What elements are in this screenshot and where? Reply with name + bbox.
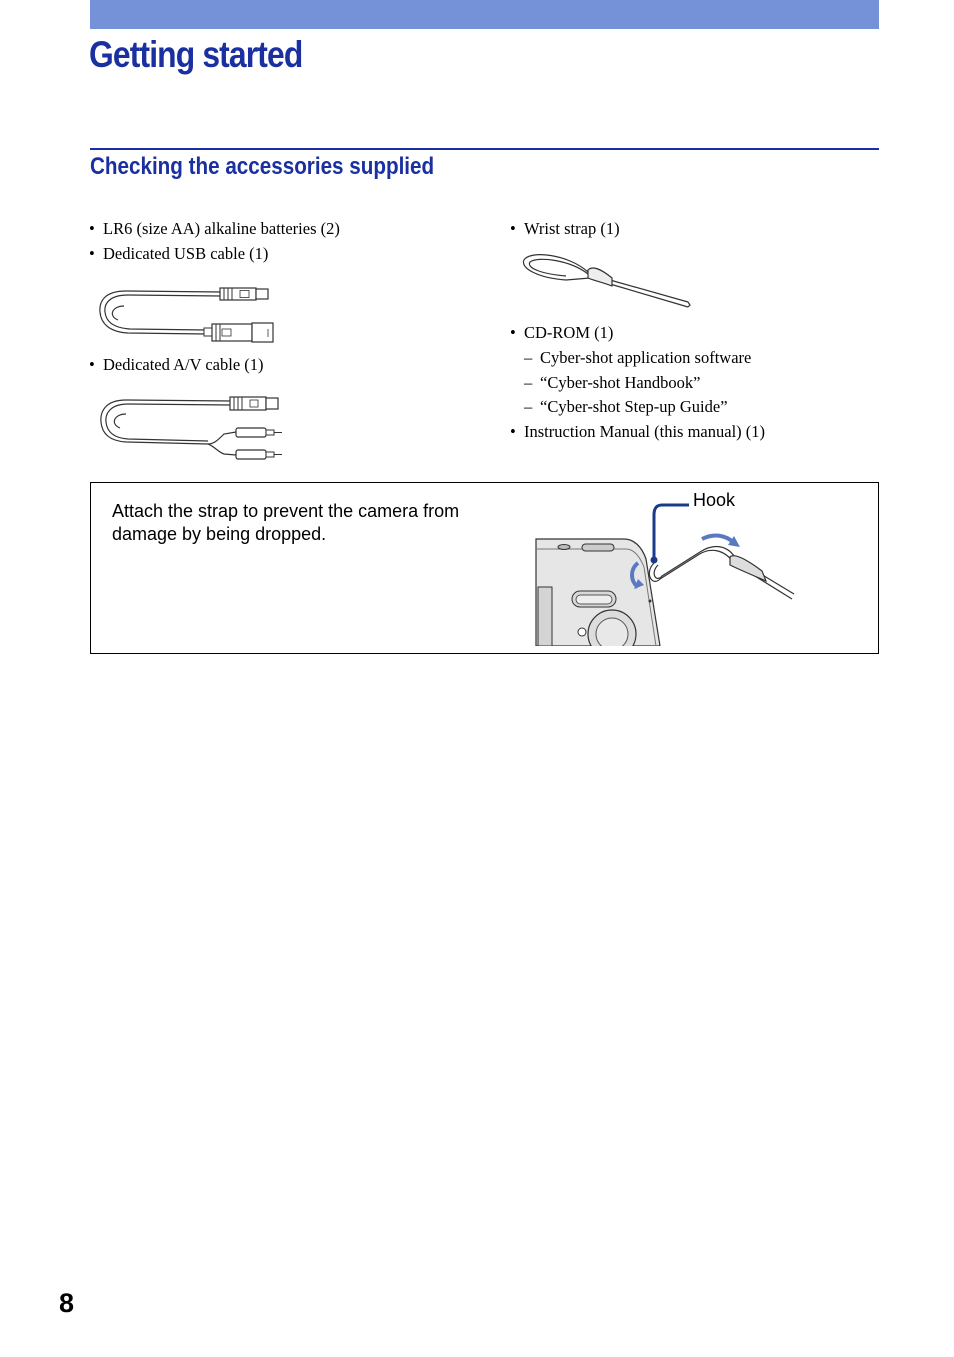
instruction-manual-label: Instruction Manual (this manual) (1)	[524, 422, 766, 441]
section-rule	[90, 148, 879, 150]
page-title: Getting started	[89, 34, 303, 75]
camera-strap-illustration	[534, 503, 799, 646]
bullet: •	[510, 219, 516, 238]
bullet: •	[510, 422, 516, 441]
av-cable-illustration	[96, 392, 286, 467]
sub-item-step-up-guide	[524, 397, 728, 417]
dash: –	[524, 373, 533, 392]
list-item-av-cable	[89, 355, 264, 375]
section-title: Checking the accessories supplied	[90, 153, 435, 180]
bullet: •	[89, 355, 95, 374]
wrist-strap-label: Wrist strap (1)	[524, 219, 620, 238]
dash: –	[524, 397, 533, 416]
av-cable-label: Dedicated A/V cable (1)	[103, 355, 264, 374]
list-item-instruction-manual	[510, 422, 765, 442]
list-item-usb-cable	[89, 244, 268, 264]
sub-item-label: “Cyber-shot Step-up Guide”	[540, 397, 728, 416]
cd-rom-label: CD-ROM (1)	[524, 323, 614, 342]
sub-item-software	[524, 348, 751, 368]
hook-label: Hook	[693, 490, 736, 510]
usb-cable-illustration	[96, 280, 281, 346]
bullet: •	[89, 244, 95, 263]
sub-item-label: Cyber-shot application software	[540, 348, 752, 367]
batteries-label: LR6 (size AA) alkaline batteries (2)	[103, 219, 340, 238]
sub-item-handbook	[524, 373, 701, 393]
usb-cable-label: Dedicated USB cable (1)	[103, 244, 269, 263]
bullet: •	[510, 323, 516, 342]
sub-item-label: “Cyber-shot Handbook”	[540, 373, 701, 392]
list-item-cd-rom	[510, 323, 613, 343]
header-bar	[90, 0, 879, 29]
note-box	[90, 482, 879, 654]
wrist-strap-illustration	[518, 250, 698, 312]
page-number: 8	[59, 1288, 75, 1318]
note-text: Attach the strap to prevent the camera from damage by being dropped.	[112, 501, 460, 544]
list-item-batteries	[89, 219, 340, 239]
bullet: •	[89, 219, 95, 238]
list-item-wrist-strap	[510, 219, 620, 239]
dash: –	[524, 348, 533, 367]
